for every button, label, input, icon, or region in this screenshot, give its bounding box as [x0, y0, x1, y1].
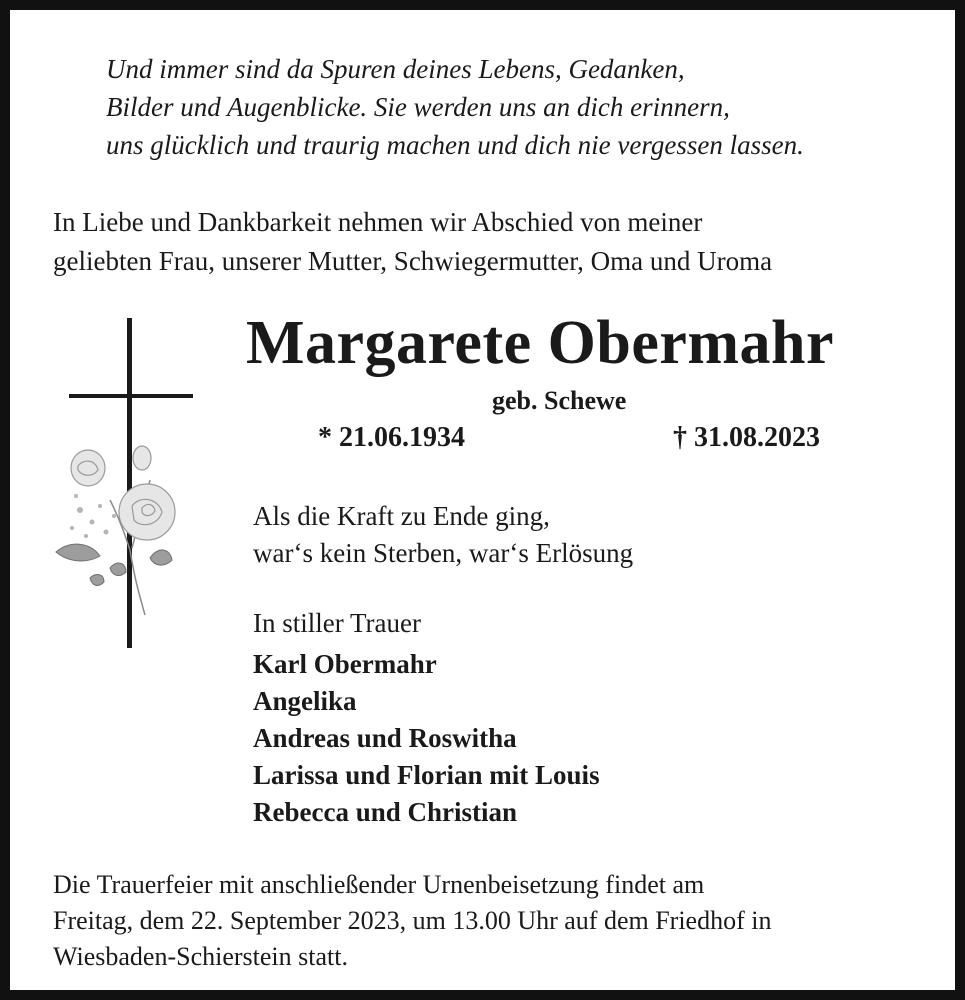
details-line: Wiesbaden-Schierstein statt.	[53, 942, 348, 971]
farewell-intro	[53, 203, 772, 281]
poem-line: Und immer sind da Spuren deines Lebens, Gedanken,	[106, 54, 685, 84]
verse-line: war‘s kein Sterben, war‘s Erlösung	[253, 538, 634, 568]
memorial-poem	[106, 50, 804, 164]
birth-name: geb. Schewe	[492, 386, 627, 415]
mourner-name: Angelika	[253, 686, 357, 716]
verse	[253, 498, 633, 572]
poem-line: uns glücklich und traurig machen und dich nie vergessen lassen.	[106, 130, 804, 160]
funeral-details	[53, 867, 771, 975]
intro-line: geliebten Frau, unserer Mutter, Schwiegermutter, Oma und Uroma	[53, 246, 773, 276]
grief-label: In stiller Trauer	[253, 608, 421, 638]
mourner-name: Larissa und Florian mit Louis	[253, 760, 600, 790]
mourner-name: Rebecca und Christian	[253, 797, 518, 827]
cross-bar	[69, 394, 193, 398]
details-line: Freitag, dem 22. September 2023, um 13.00 Uhr auf dem Friedhof in	[53, 906, 772, 935]
birth-date: * 21.06.1934	[318, 422, 465, 453]
intro-line: In Liebe und Dankbarkeit nehmen wir Abschied von meiner	[53, 207, 703, 237]
verse-line: Als die Kraft zu Ende ging,	[253, 501, 550, 531]
details-line: Die Trauerfeier mit anschließender Urnenbeisetzung findet am	[53, 870, 705, 899]
mourner-name: Karl Obermahr	[253, 649, 437, 679]
mourners-list	[253, 646, 600, 831]
death-date: † 31.08.2023	[673, 422, 820, 453]
rose-bouquet-icon	[50, 440, 200, 620]
mourner-name: Andreas und Roswitha	[253, 723, 517, 753]
poem-line: Bilder und Augenblicke. Sie werden uns an dich erinnern,	[106, 92, 730, 122]
deceased-name: Margarete Obermahr	[246, 309, 835, 377]
